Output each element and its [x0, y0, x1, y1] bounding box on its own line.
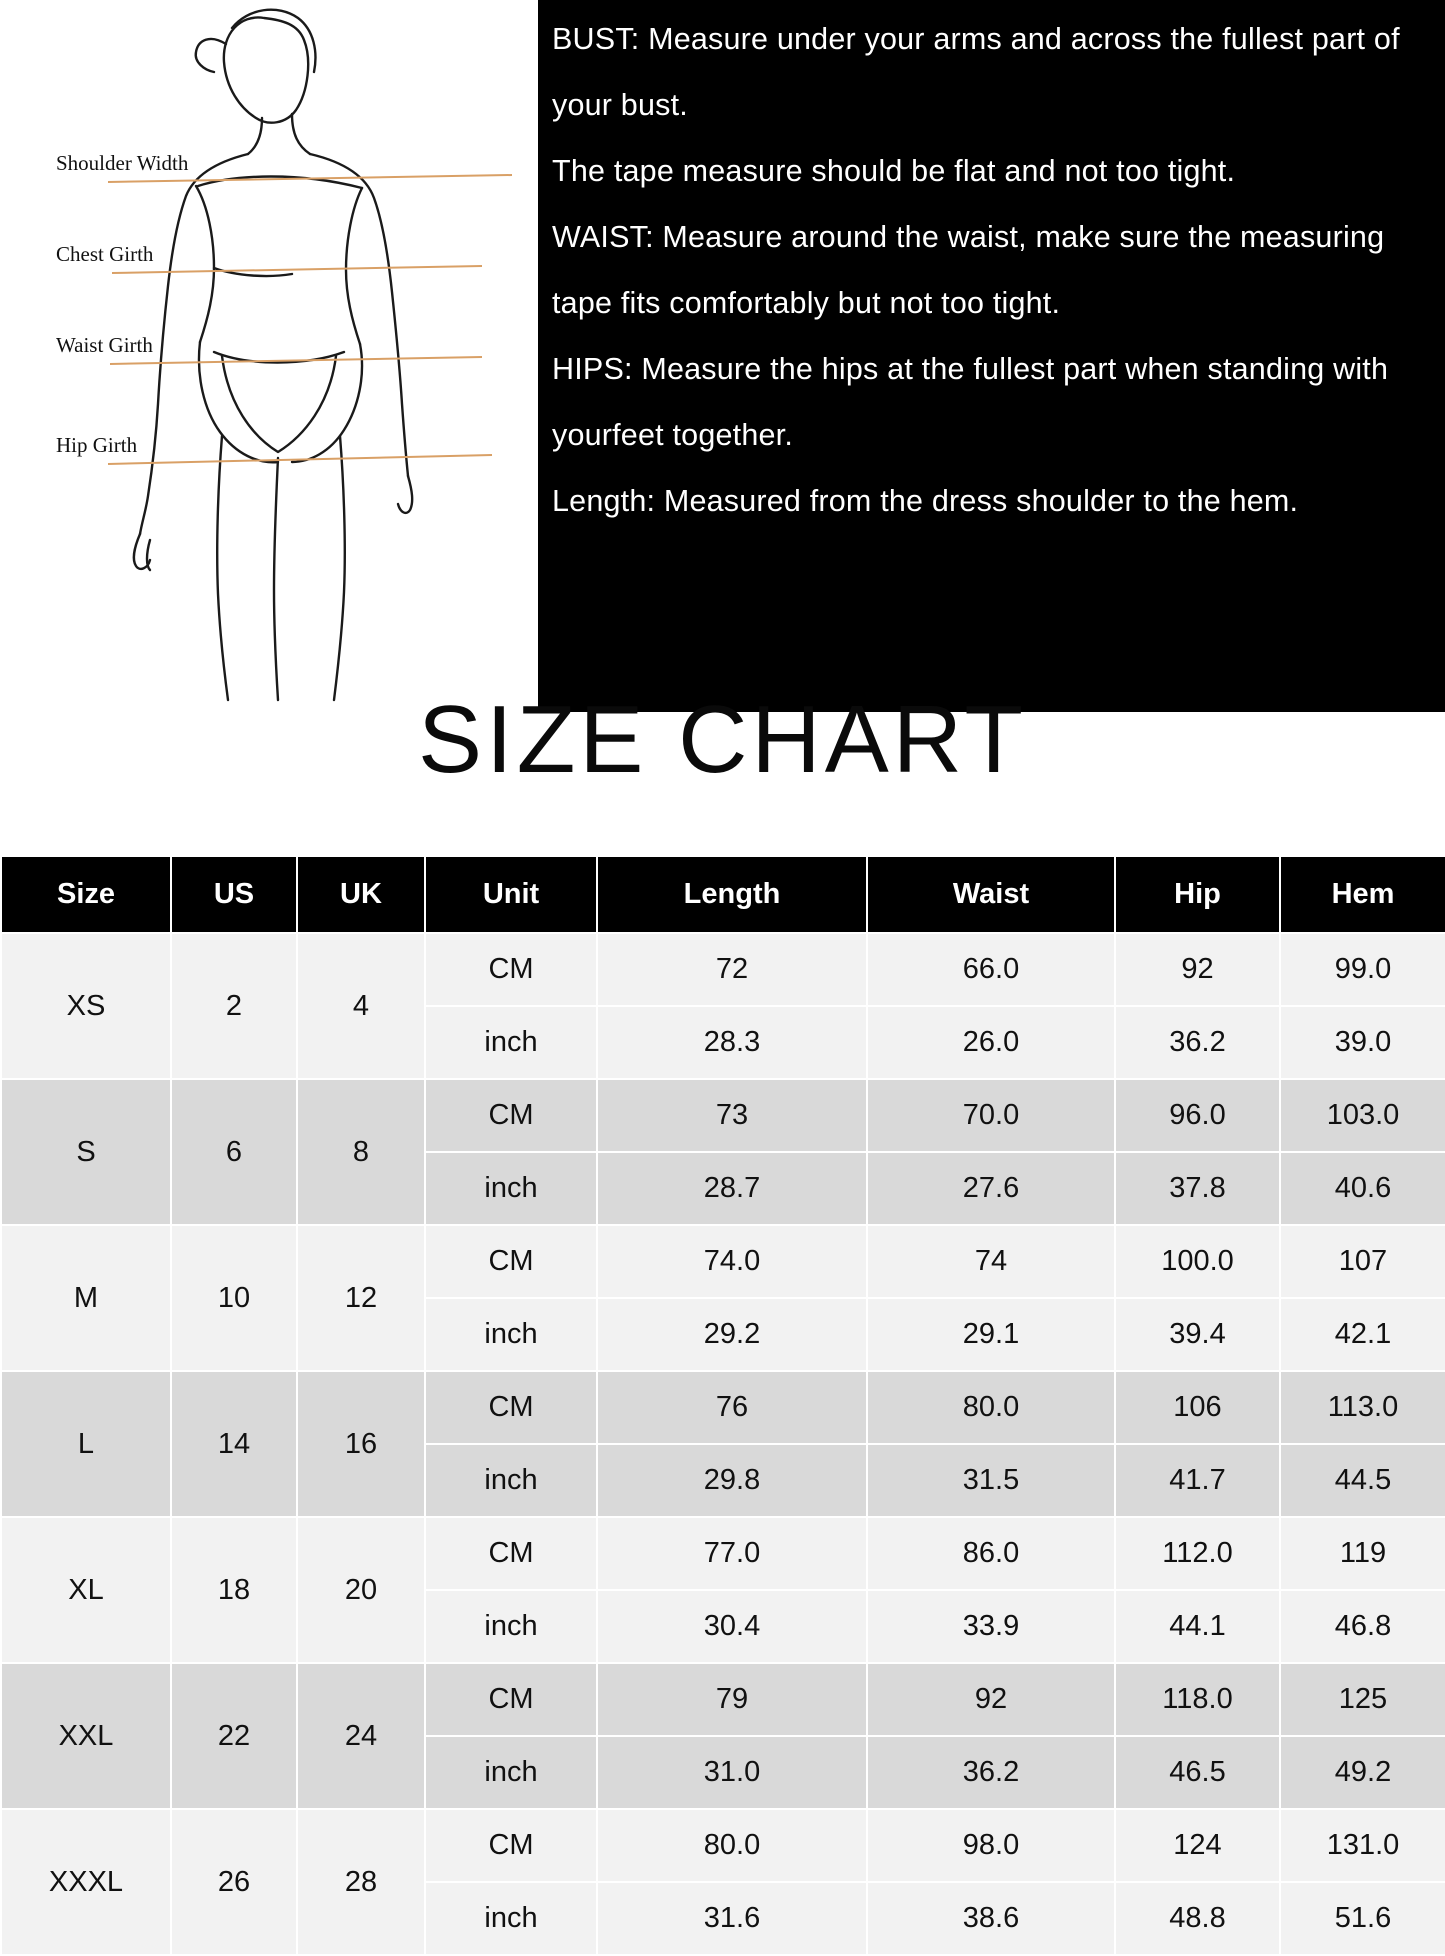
cell-waist: 33.9 — [867, 1590, 1115, 1663]
column-header-waist: Waist — [867, 856, 1115, 933]
cell-length: 31.6 — [597, 1882, 867, 1955]
cell-uk: 16 — [297, 1371, 425, 1517]
cell-us: 14 — [171, 1371, 297, 1517]
cell-waist: 86.0 — [867, 1517, 1115, 1590]
measuring-instructions — [538, 0, 1445, 712]
cell-size: XXL — [1, 1663, 171, 1809]
cell-us: 18 — [171, 1517, 297, 1663]
cell-uk: 20 — [297, 1517, 425, 1663]
cell-waist: 74 — [867, 1225, 1115, 1298]
cell-hem: 103.0 — [1280, 1079, 1445, 1152]
cell-hem: 44.5 — [1280, 1444, 1445, 1517]
cell-waist: 26.0 — [867, 1006, 1115, 1079]
cell-hip: 37.8 — [1115, 1152, 1280, 1225]
cell-size: L — [1, 1371, 171, 1517]
cell-us: 22 — [171, 1663, 297, 1809]
cell-hip: 112.0 — [1115, 1517, 1280, 1590]
cell-unit: CM — [425, 1809, 597, 1882]
instruction-tape: The tape measure should be flat and not too tight. — [552, 154, 1236, 188]
cell-length: 79 — [597, 1663, 867, 1736]
cell-unit: inch — [425, 1006, 597, 1079]
cell-hip: 124 — [1115, 1809, 1280, 1882]
cell-unit: inch — [425, 1298, 597, 1371]
cell-hip: 48.8 — [1115, 1882, 1280, 1955]
cell-waist: 36.2 — [867, 1736, 1115, 1809]
figure-panel — [0, 0, 538, 718]
instruction-waist: WAIST: Measure around the waist, make sure the measuring tape fits comfortably but not too tight. — [552, 220, 1385, 320]
cell-unit: inch — [425, 1590, 597, 1663]
cell-hip: 36.2 — [1115, 1006, 1280, 1079]
cell-waist: 92 — [867, 1663, 1115, 1736]
cell-unit: CM — [425, 1371, 597, 1444]
table-row — [1, 1663, 1445, 1736]
figure-label-chest-girth: Chest Girth — [56, 242, 154, 266]
cell-hem: 131.0 — [1280, 1809, 1445, 1882]
cell-waist: 66.0 — [867, 933, 1115, 1006]
column-header-hip: Hip — [1115, 856, 1280, 933]
cell-unit: CM — [425, 1517, 597, 1590]
cell-length: 30.4 — [597, 1590, 867, 1663]
cell-waist: 38.6 — [867, 1882, 1115, 1955]
cell-us: 10 — [171, 1225, 297, 1371]
cell-waist: 70.0 — [867, 1079, 1115, 1152]
cell-hip: 46.5 — [1115, 1736, 1280, 1809]
cell-waist: 98.0 — [867, 1809, 1115, 1882]
table-row — [1, 1225, 1445, 1298]
cell-hem: 125 — [1280, 1663, 1445, 1736]
cell-unit: inch — [425, 1444, 597, 1517]
cell-length: 74.0 — [597, 1225, 867, 1298]
cell-hip: 92 — [1115, 933, 1280, 1006]
figure-label-waist-girth: Waist Girth — [56, 333, 153, 357]
cell-length: 28.7 — [597, 1152, 867, 1225]
cell-length: 29.2 — [597, 1298, 867, 1371]
cell-hem: 46.8 — [1280, 1590, 1445, 1663]
cell-hem: 49.2 — [1280, 1736, 1445, 1809]
cell-size: XXXL — [1, 1809, 171, 1955]
cell-hem: 99.0 — [1280, 933, 1445, 1006]
cell-size: XL — [1, 1517, 171, 1663]
instruction-hips: HIPS: Measure the hips at the fullest part when standing with yourfeet together. — [552, 352, 1389, 452]
cell-hip: 118.0 — [1115, 1663, 1280, 1736]
cell-unit: CM — [425, 1663, 597, 1736]
cell-unit: inch — [425, 1152, 597, 1225]
table-row — [1, 1371, 1445, 1444]
cell-waist: 27.6 — [867, 1152, 1115, 1225]
cell-length: 80.0 — [597, 1809, 867, 1882]
table-row — [1, 1809, 1445, 1882]
table-row — [1, 1079, 1445, 1152]
column-header-size: Size — [1, 856, 171, 933]
instruction-bust: BUST: Measure under your arms and across the fullest part of your bust. — [552, 22, 1400, 122]
column-header-us: US — [171, 856, 297, 933]
cell-hip: 39.4 — [1115, 1298, 1280, 1371]
column-header-hem: Hem — [1280, 856, 1445, 933]
cell-hip: 106 — [1115, 1371, 1280, 1444]
cell-uk: 8 — [297, 1079, 425, 1225]
column-header-length: Length — [597, 856, 867, 933]
cell-unit: inch — [425, 1882, 597, 1955]
cell-unit: CM — [425, 933, 597, 1006]
cell-length: 28.3 — [597, 1006, 867, 1079]
cell-length: 31.0 — [597, 1736, 867, 1809]
table-row — [1, 1517, 1445, 1590]
cell-uk: 4 — [297, 933, 425, 1079]
cell-hem: 119 — [1280, 1517, 1445, 1590]
cell-waist: 80.0 — [867, 1371, 1115, 1444]
cell-hem: 40.6 — [1280, 1152, 1445, 1225]
female-body-diagram-icon — [0, 0, 538, 718]
cell-length: 76 — [597, 1371, 867, 1444]
cell-size: S — [1, 1079, 171, 1225]
figure-label-hip-girth: Hip Girth — [56, 433, 138, 457]
cell-hem: 113.0 — [1280, 1371, 1445, 1444]
cell-waist: 31.5 — [867, 1444, 1115, 1517]
cell-length: 29.8 — [597, 1444, 867, 1517]
figure-label-shoulder-width: Shoulder Width — [56, 151, 189, 175]
page-title: SIZE CHART — [418, 686, 1027, 793]
cell-hem: 42.1 — [1280, 1298, 1445, 1371]
cell-hem: 107 — [1280, 1225, 1445, 1298]
cell-waist: 29.1 — [867, 1298, 1115, 1371]
cell-unit: inch — [425, 1736, 597, 1809]
column-header-unit: Unit — [425, 856, 597, 933]
cell-hip: 44.1 — [1115, 1590, 1280, 1663]
cell-us: 6 — [171, 1079, 297, 1225]
cell-hem: 51.6 — [1280, 1882, 1445, 1955]
cell-us: 2 — [171, 933, 297, 1079]
cell-uk: 24 — [297, 1663, 425, 1809]
cell-us: 26 — [171, 1809, 297, 1955]
cell-hip: 100.0 — [1115, 1225, 1280, 1298]
cell-size: XS — [1, 933, 171, 1079]
cell-hip: 96.0 — [1115, 1079, 1280, 1152]
cell-unit: CM — [425, 1079, 597, 1152]
top-section — [0, 0, 1445, 718]
cell-size: M — [1, 1225, 171, 1371]
cell-hem: 39.0 — [1280, 1006, 1445, 1079]
column-header-uk: UK — [297, 856, 425, 933]
cell-hip: 41.7 — [1115, 1444, 1280, 1517]
cell-uk: 12 — [297, 1225, 425, 1371]
cell-length: 72 — [597, 933, 867, 1006]
size-chart-table — [0, 855, 1445, 1956]
table-header-row — [1, 856, 1445, 933]
instruction-length: Length: Measured from the dress shoulder to the hem. — [552, 484, 1299, 518]
cell-length: 73 — [597, 1079, 867, 1152]
cell-length: 77.0 — [597, 1517, 867, 1590]
cell-uk: 28 — [297, 1809, 425, 1955]
cell-unit: CM — [425, 1225, 597, 1298]
table-row — [1, 933, 1445, 1006]
